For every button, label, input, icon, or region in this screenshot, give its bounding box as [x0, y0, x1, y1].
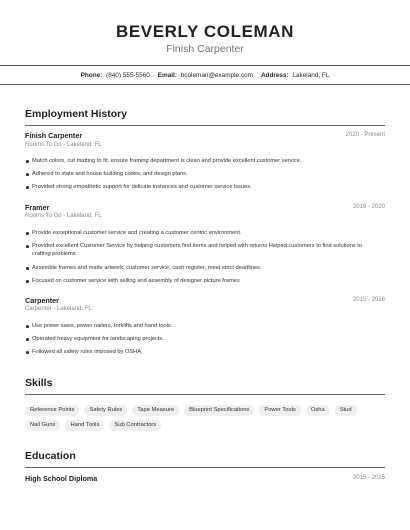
job-title: Framer [25, 203, 50, 212]
skills-heading: Skills [25, 377, 53, 389]
employment-heading: Employment History [25, 108, 128, 120]
skill-pill: Tape Measure [132, 405, 179, 416]
job-bullet: Provided excellent Customer Service by helping customers find items and helped with returns Helped customers to find solutions to crafting problems [25, 242, 375, 258]
contact-bar [0, 65, 410, 85]
address-label: Address: [260, 71, 289, 79]
job-bullet: Operated heavy equipment for landscaping projects. [25, 335, 375, 343]
section-divider [25, 467, 385, 468]
education-heading: Education [25, 450, 76, 462]
skill-pill: Blueprint Specifications [184, 405, 254, 416]
skill-pill: Safety Rules [84, 405, 127, 416]
skills-row [25, 405, 357, 416]
section-divider [25, 394, 385, 395]
job-bullet: Match colors, cut matting to fit, ensure framing department is clean and provide excellent customer service. [25, 157, 375, 165]
skill-pill: Sub Contractors [109, 420, 161, 431]
job-bullet: Provided strong empathetic support for delicate instances and customer service issues. [25, 183, 375, 191]
candidate-name: BEVERLY COLEMAN [115, 22, 295, 41]
address-value: Lakeland, FL [292, 71, 330, 79]
job-dates: 2016 - 2020 [352, 204, 385, 210]
job-bullet: Provide exceptional customer service and creating a customer centric environment. [25, 229, 375, 237]
skill-pill: Osha [306, 405, 330, 416]
job-dates: 2020 - Present [345, 132, 385, 138]
phone-label: Phone: [80, 71, 103, 79]
skill-pill: Nail Guns [25, 420, 60, 431]
email-value[interactable]: bcoleman@example.com [180, 71, 253, 79]
skill-pill: Hand Tools [65, 420, 104, 431]
candidate-title: Finish Carpenter [166, 43, 244, 55]
job-title: Finish Carpenter [25, 131, 83, 140]
job-dates: 2015 - 2016 [352, 297, 385, 303]
job-company: Rooms To Go - Lakeland, FL [25, 213, 102, 219]
contact-email [158, 72, 253, 79]
email-label: Email: [157, 71, 177, 79]
job-bullet: Use power saws, power nailers, forklifts and hand tools. [25, 322, 375, 330]
section-divider [25, 125, 385, 126]
job-company: Carpenter - Lakeland, FL [25, 306, 92, 312]
job-bullet: Focused on customer service with selling and assembly of designer picture frames [25, 277, 375, 285]
skill-pill: Stud [335, 405, 357, 416]
job-bullet: Followed all safety rules imposed by OSHA [25, 348, 375, 356]
job-company: Rooms To Go - Lakeland, FL [25, 142, 102, 148]
skill-pill: Reference Points [25, 405, 79, 416]
skill-pill: Power Tools [259, 405, 300, 416]
skills-row [25, 420, 161, 431]
education-degree: High School Diploma [25, 474, 98, 483]
job-title: Carpenter [25, 296, 59, 305]
education-dates: 2015 - 2015 [352, 475, 385, 481]
job-bullet: Adhered to state and house building codes, and design plans. [25, 170, 375, 178]
contact-address [261, 72, 329, 79]
job-bullet: Assemble frames and matte artwork, customer service, cash register, meet strict deadlines. [25, 264, 375, 272]
phone-value: (840) 555-5560 [106, 71, 150, 79]
contact-phone [81, 72, 150, 79]
